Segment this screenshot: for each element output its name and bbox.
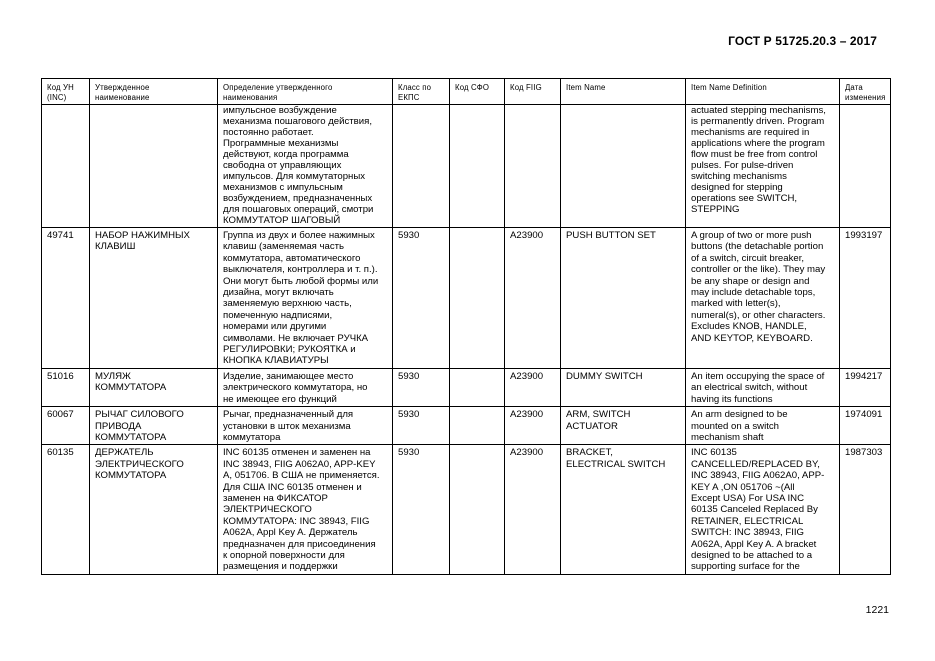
col-header-code-sfo: Код СФО [450, 79, 505, 105]
cell-definition-ru: INC 60135 отменен и заменен на INC 38943, FIIG A062A0, APP-KEY A, 051706. В США не применяется. Для США INC 60135 отменен и заменен на ФИКСАТОР ЭЛЕКТРИЧЕСКОГО КОММУТАТОРА: INC 38943, FIIG A062A, Appl Key A. Держатель предназначен для присоединения к опорной поверхности для размещения и поддержки [218, 445, 393, 574]
cell-approved-name: ДЕРЖАТЕЛЬ ЭЛЕКТРИЧЕСКОГО КОММУТАТОРА [90, 445, 218, 574]
cell-change-date: 1974091 [840, 407, 891, 445]
cell-inc: 60067 [42, 407, 90, 445]
cell-code-sfo [450, 368, 505, 406]
col-header-item-name: Item Name [561, 79, 686, 105]
cell-code-sfo [450, 105, 505, 228]
cell-change-date: 1987303 [840, 445, 891, 574]
cell-class-ekps: 5930 [393, 445, 450, 574]
cell-code-fiig [505, 105, 561, 228]
cell-item-name: BRACKET, ELECTRICAL SWITCH [561, 445, 686, 574]
cell-class-ekps: 5930 [393, 368, 450, 406]
cell-inc: 51016 [42, 368, 90, 406]
col-header-class-ekps: Класс по ЕКПС [393, 79, 450, 105]
cell-item-name-definition: An arm designed to be mounted on a switch mechanism shaft [686, 407, 840, 445]
page-number: 1221 [865, 604, 889, 616]
nomenclature-table [41, 78, 891, 575]
cell-approved-name [90, 105, 218, 228]
table-row [42, 407, 891, 445]
cell-item-name [561, 105, 686, 228]
cell-item-name-definition: INC 60135 CANCELLED/REPLACED BY, INC 38943, FIIG A062A0, APP- KEY A ,ON 051706 ~(All Except USA) For USA INC 60135 Canceled Replaced By RETAINER, ELECTRICAL SWITCH: INC 38943, FIIG A062A, Appl Key A. A bracket designed to be attached to a supporting surface for the [686, 445, 840, 574]
cell-definition-ru: Группа из двух и более нажимных клавиш (заменяемая часть коммутатора, автоматического выключателя, контроллера и т. п.). Они могут быть любой формы или дизайна, могут включать заменяемую верхнюю часть, помеченную надписями, номерами или другими символами. Не включает РУЧКА РЕГУЛИРОВКИ; РУКОЯТКА и КНОПКА КЛАВИАТУРЫ [218, 228, 393, 369]
col-header-item-name-definition: Item Name Definition [686, 79, 840, 105]
table-header-row [42, 79, 891, 105]
cell-item-name: ARM, SWITCH ACTUATOR [561, 407, 686, 445]
cell-code-fiig: A23900 [505, 368, 561, 406]
cell-class-ekps: 5930 [393, 407, 450, 445]
cell-definition-ru: Изделие, занимающее место электрического коммутатора, но не имеющее его функций [218, 368, 393, 406]
col-header-definition-ru: Определение утвержденного наименования [218, 79, 393, 105]
cell-code-sfo [450, 407, 505, 445]
cell-inc: 60135 [42, 445, 90, 574]
table-row [42, 445, 891, 574]
cell-change-date: 1993197 [840, 228, 891, 369]
col-header-change-date: Дата изменения [840, 79, 891, 105]
cell-approved-name: МУЛЯЖ КОММУТАТОРА [90, 368, 218, 406]
cell-code-fiig: A23900 [505, 228, 561, 369]
cell-item-name-definition: actuated stepping mechanisms, is permanently driven. Program mechanisms are required in applications where the program flow must be free from control pulses. For pulse-driven switching mechanisms designed for stepping operations see SWITCH, STEPPING [686, 105, 840, 228]
cell-item-name-definition: A group of two or more push buttons (the detachable portion of a switch, circuit breaker, controller or the like). They may be any shape or design and may include detachable tops, marked with letter(s), numeral(s), or other characters. Excludes KNOB, HANDLE, AND KEYTOP, KEYBOARD. [686, 228, 840, 369]
cell-code-sfo [450, 445, 505, 574]
cell-approved-name: НАБОР НАЖИМНЫХ КЛАВИШ [90, 228, 218, 369]
table-row [42, 105, 891, 228]
cell-item-name: DUMMY SWITCH [561, 368, 686, 406]
cell-code-fiig: A23900 [505, 407, 561, 445]
cell-inc: 49741 [42, 228, 90, 369]
cell-code-fiig: A23900 [505, 445, 561, 574]
cell-definition-ru: Рычаг, предназначенный для установки в шток механизма коммутатора [218, 407, 393, 445]
cell-item-name-definition: An item occupying the space of an electrical switch, without having its functions [686, 368, 840, 406]
cell-change-date: 1994217 [840, 368, 891, 406]
col-header-code-fiig: Код FIIG [505, 79, 561, 105]
table-row [42, 228, 891, 369]
cell-code-sfo [450, 228, 505, 369]
cell-class-ekps: 5930 [393, 228, 450, 369]
cell-class-ekps [393, 105, 450, 228]
table-row [42, 368, 891, 406]
cell-approved-name: РЫЧАГ СИЛОВОГО ПРИВОДА КОММУТАТОРА [90, 407, 218, 445]
document-header: ГОСТ Р 51725.20.3 – 2017 [728, 34, 877, 48]
cell-item-name: PUSH BUTTON SET [561, 228, 686, 369]
cell-definition-ru: импульсное возбуждение механизма пошагового действия, постоянно работает. Программные механизмы действуют, когда программа свободна от управляющих импульсов. Для коммутаторных механизмов с импульсным возбуждением, предназначенных для пошаговых операций, смотри КОММУТАТОР ШАГОВЫЙ [218, 105, 393, 228]
col-header-inc: Код УН (INC) [42, 79, 90, 105]
cell-inc [42, 105, 90, 228]
col-header-approved-name: Утвержденное наименование [90, 79, 218, 105]
cell-change-date [840, 105, 891, 228]
